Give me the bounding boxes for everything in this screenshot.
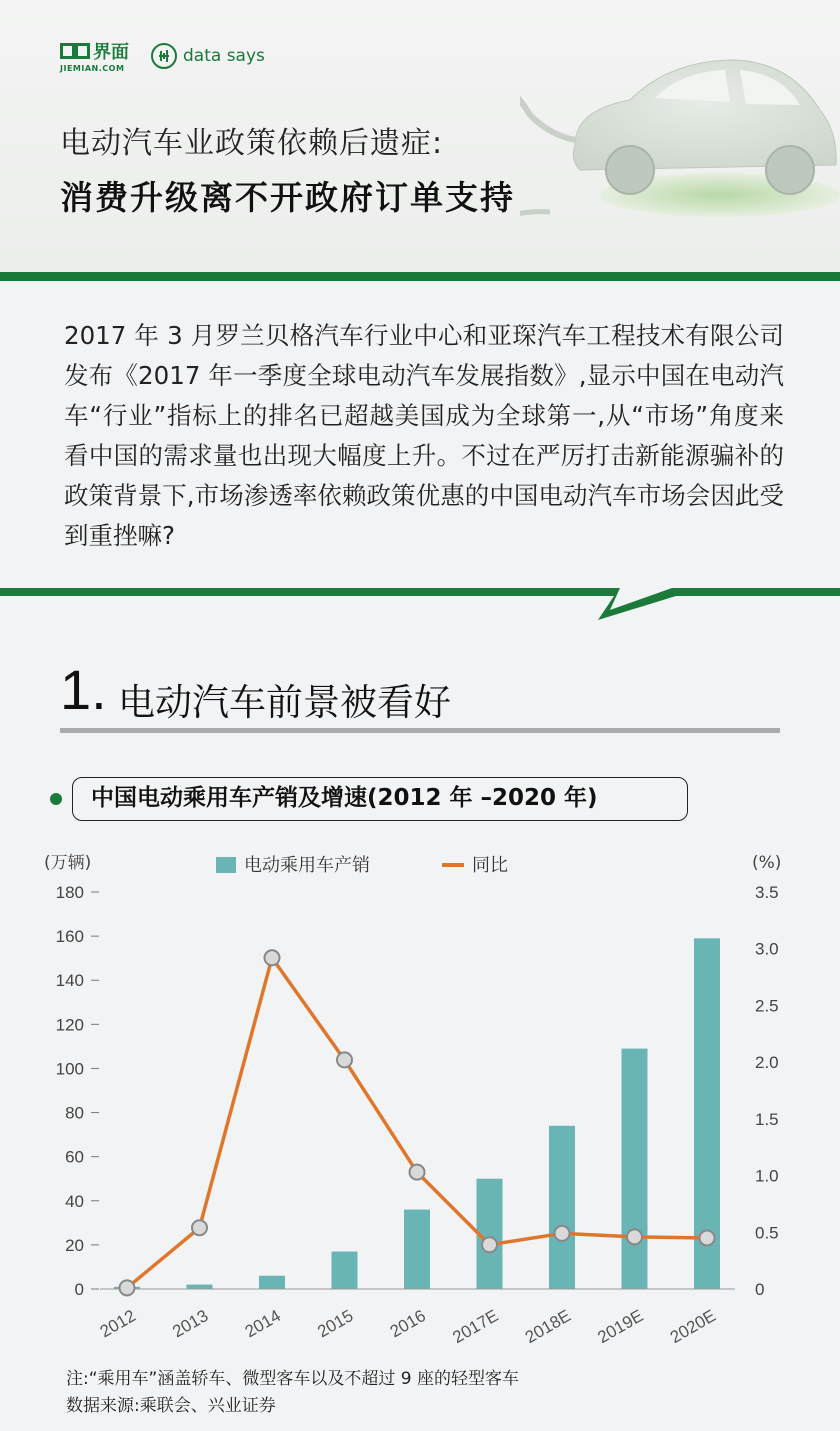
page-title-line2: 消费升级离不开政府订单支持 — [60, 178, 515, 217]
right-tick-label: 2.0 — [755, 1053, 779, 1073]
growth-point — [120, 1280, 135, 1295]
right-tick-label: 3.5 — [755, 883, 779, 902]
left-tick-label: 100 — [55, 1059, 84, 1079]
left-tick-label: 120 — [55, 1015, 84, 1035]
jiemian-logo-cn: 界面 — [93, 42, 129, 63]
electric-car-illustration — [520, 40, 840, 240]
logo-row — [60, 38, 265, 73]
header-divider — [0, 272, 840, 281]
x-tick-label: 2015 — [314, 1306, 357, 1342]
right-axis-unit: (%) — [752, 853, 782, 873]
datasays-logo-text: data says — [183, 45, 265, 66]
section-title: 电动汽车前景被看好 — [118, 681, 451, 724]
header — [0, 0, 840, 272]
bar — [187, 1285, 213, 1289]
chart-notes — [66, 1366, 519, 1420]
x-tick-label: 2014 — [241, 1306, 284, 1342]
growth-point — [627, 1229, 642, 1244]
left-tick-label: 20 — [65, 1235, 84, 1255]
x-tick-label: 2012 — [96, 1306, 139, 1342]
subtitle-bullet — [50, 793, 62, 805]
datasays-logo[interactable] — [151, 43, 265, 69]
legend-bar-label: 电动乘用车产销 — [244, 855, 370, 876]
left-tick-label: 140 — [55, 971, 84, 991]
jiemian-logo-en: JIEMIAN.COM — [60, 64, 125, 73]
x-tick-label: 2013 — [169, 1306, 212, 1342]
left-tick-label: 160 — [55, 927, 84, 947]
chart-title: 中国电动乘用车产销及增速(2012 年 –2020 年) — [72, 777, 688, 821]
jiemian-logo-icon — [60, 43, 90, 59]
jiemian-logo[interactable] — [60, 38, 129, 73]
bar-line-chart — [0, 840, 840, 1360]
datasays-logo-icon — [151, 43, 177, 69]
right-tick-label: 1.5 — [755, 1109, 779, 1129]
left-axis-unit: (万辆) — [44, 853, 92, 873]
growth-point — [410, 1165, 425, 1180]
bar — [549, 1126, 575, 1289]
right-tick-label: 2.5 — [755, 996, 779, 1016]
legend-bar-swatch — [216, 857, 236, 873]
footnote: 注:“乘用车”涵盖轿车、微型客车以及不超过 9 座的轻型客车 — [66, 1369, 519, 1389]
left-tick-label: 0 — [74, 1280, 84, 1299]
bar — [404, 1210, 430, 1289]
growth-point — [337, 1052, 352, 1067]
data-source: 数据来源:乘联会、兴业证券 — [66, 1396, 276, 1416]
x-tick-label: 2017E — [449, 1306, 502, 1348]
section-divider — [60, 728, 780, 733]
bar — [259, 1276, 285, 1289]
right-tick-label: 0 — [755, 1280, 765, 1299]
intro-paragraph: 2017 年 3 月罗兰贝格汽车行业中心和亚琛汽车工程技术有限公司发布《2017 年一季度全球电动汽车发展指数》,显示中国在电动汽车“行业”指标上的排名已超越美国成为全球第一,从“市场”角度来看中国的需求量也出现大幅度上升。不过在严厉打击新能源骗补的政策背景下,市场渗透率依赖政策优惠的中国电动汽车市场会因此受到重挫嘛? — [64, 321, 784, 550]
right-tick-label: 0.5 — [755, 1223, 779, 1243]
legend-line-label: 同比 — [472, 855, 508, 876]
right-tick-label: 3.0 — [755, 939, 779, 959]
growth-point — [265, 950, 280, 965]
x-tick-label: 2018E — [521, 1306, 574, 1348]
growth-point — [192, 1220, 207, 1235]
bar — [622, 1049, 648, 1289]
growth-point — [700, 1230, 715, 1245]
growth-point — [482, 1237, 497, 1252]
right-tick-label: 1.0 — [755, 1166, 779, 1186]
left-tick-label: 60 — [65, 1147, 84, 1167]
growth-point — [555, 1226, 570, 1241]
section-number: 1. — [60, 658, 107, 721]
x-tick-label: 2019E — [594, 1306, 647, 1348]
speech-bubble-divider — [0, 580, 840, 620]
bar — [332, 1252, 358, 1289]
page-title-line1: 电动汽车业政策依赖后遗症: — [60, 126, 444, 161]
x-tick-label: 2020E — [666, 1306, 719, 1348]
left-tick-label: 180 — [55, 883, 84, 902]
left-tick-label: 80 — [65, 1103, 84, 1123]
x-tick-label: 2016 — [386, 1306, 429, 1342]
left-tick-label: 40 — [65, 1191, 84, 1211]
